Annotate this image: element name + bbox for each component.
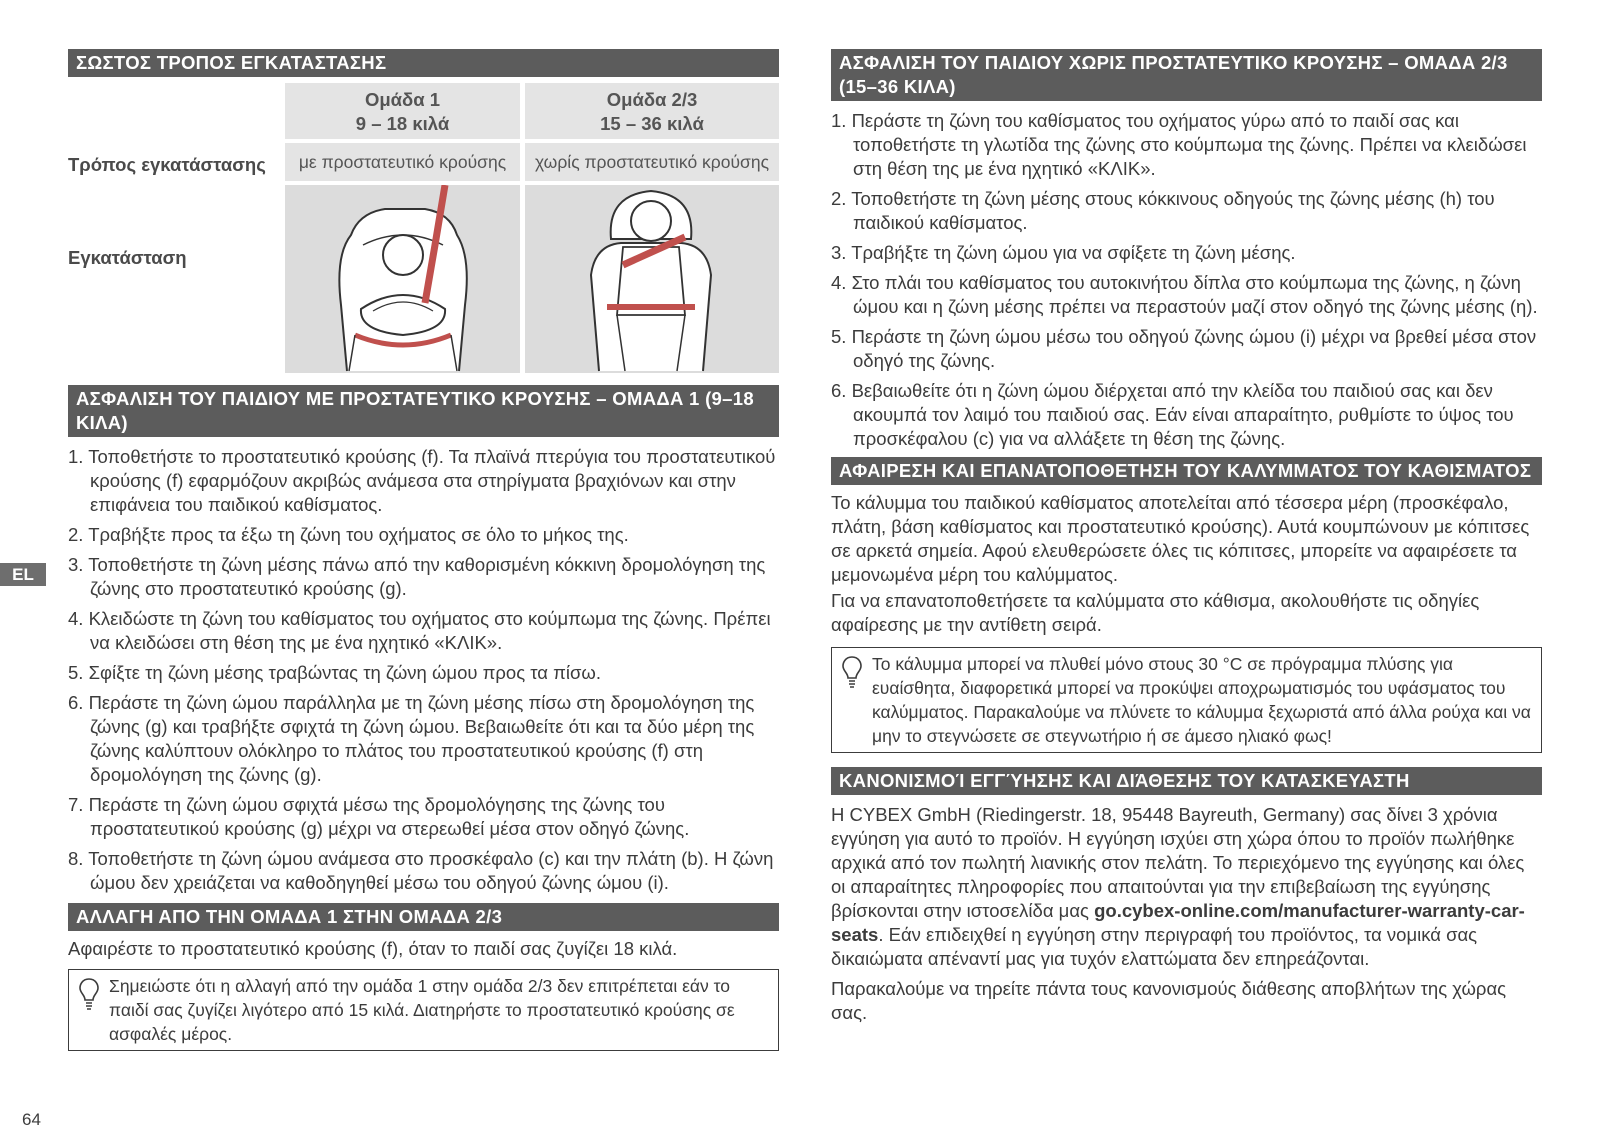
change-text: Αφαιρέστε το προστατευτικό κρούσης (f), όταν το παιδί σας ζυγίζει 18 κιλά. (68, 938, 678, 959)
group1-header: ΑΣΦΑΛΙΣΗ ΤΟΥ ΠΑΙΔΙΟΥ ΜΕ ΠΡΟΣΤΑΤΕΥΤΙΚΟ ΚΡΟΥΣΗΣ – ΟΜΑΔΑ 1 (9–18 ΚΙΛΑ) (68, 385, 779, 437)
method-group23: χωρίς προστατευτικό κρούσης (525, 143, 779, 181)
group23-steps (831, 109, 1542, 451)
page-number: 64 (22, 1110, 41, 1129)
group23-header: ΑΣΦΑΛΙΣΗ ΤΟΥ ΠΑΙΔΙΟΥ ΧΩΡΙΣ ΠΡΟΣΤΑΤΕΥΤΙΚΟ ΚΡΟΥΣΗΣ – ΟΜΑΔΑ 2/3 (15–36 ΚΙΛΑ) (831, 49, 1542, 101)
list-item: 2. Τραβήξτε προς τα έξω τη ζώνη του οχήματος σε όλο το μήκος της. (68, 524, 629, 545)
lightbulb-icon (77, 976, 101, 1012)
right-column (831, 49, 1542, 1025)
list-item: 5. Σφίξτε τη ζώνη μέσης τραβώντας τη ζώνη ώμου προς τα πίσω. (68, 662, 602, 683)
group23-weight: 15 – 36 κιλά (600, 113, 704, 134)
warranty-text-end: . Εάν επιδειχθεί η εγγύηση στην περιγραφή του προϊόντος, τα νομικά σας δικαιώματα απέναντί μας για τυχόν ελαττώματα δεν επηρεάζονται. (831, 924, 1478, 969)
list-item: 4. Στο πλάι του καθίσματος του αυτοκινήτου δίπλα στο κούμπωμα της ζώνης, η ζώνη ώμου και η ζώνη μέσης πρέπει να περαστούν μαζί στον οδηγό της ζώνης μέσης (η). (831, 272, 1538, 317)
change-note (68, 969, 779, 1051)
warranty-text (831, 803, 1542, 971)
lightbulb-icon (840, 654, 864, 690)
change-note-text: Σημειώστε ότι η αλλαγή από την ομάδα 1 στην ομάδα 2/3 δεν επιτρέπεται εάν το παιδί σας ζυγίζει λιγότερο από 15 κιλά. Διατηρήστε το προστατευτικό κρούσης σε ασφαλές μέρος. (109, 976, 735, 1044)
list-item: 1. Περάστε τη ζώνη του καθίσματος του οχήματος γύρω από το παιδί σας και τοποθετήστε τη γλωτίδα της ζώνης στο κούμπωμα της ζώνης. Πρέπει να κλειδώσει στη θέση της με ένα ηχητικό «ΚΛΙΚ». (831, 110, 1527, 179)
disposal-text: Παρακαλούμε να τηρείτε πάντα τους κανονισμούς διάθεσης αποβλήτων της χώρας σας. (831, 978, 1507, 1023)
list-item: 5. Περάστε τη ζώνη ώμου μέσω του οδηγού ζώνης ώμου (i) μέχρι να βρεθεί μέσα στον οδηγό της ζώνης. (831, 326, 1537, 371)
list-item: 3. Τραβήξτε τη ζώνη ώμου για να σφίξετε τη ζώνη μέσης. (831, 242, 1296, 263)
install-header: ΣΩΣΤΟΣ ΤΡΟΠΟΣ ΕΓΚΑΤΑΣΤΑΣΗΣ (68, 49, 779, 77)
cover-paragraph-2: Για να επανατοποθετήσετε τα καλύμματα στο κάθισμα, ακολουθήστε τις οδηγίες αφαίρεσης με την αντίθετη σειρά. (831, 590, 1480, 635)
list-item: 4. Κλειδώστε τη ζώνη του καθίσματος του οχήματος στο κούμπωμα της ζώνης. Πρέπει να κλειδώσει στη θέση της με ένα ηχητικό «ΚΛΙΚ». (68, 608, 771, 653)
group1-install-illustration (285, 185, 520, 373)
list-item: 1. Τοποθετήστε το προστατευτικό κρούσης (f). Τα πλαϊνά πτερύγια του προστατευτικού κρούσης (f) εφαρμόζουν ακριβώς ανάμεσα στα στηρίγματα βραχιόνων και στην επιφάνεια του παιδικού καθίσματος. (68, 446, 776, 515)
cover-note-text: Το κάλυμμα μπορεί να πλυθεί μόνο στους 30 °C σε πρόγραμμα πλύσης για ευαίσθητα, διαφορετικά μπορεί να προκύψει αποχρωματισμός του υφάσματος του καλύμματος. Παρακαλούμε να πλύνετε το κάλυμμα ξεχωριστά από άλλα ρούχα και να μην το στεγνώσετε σε στεγνωτήριο ή σε άμεσο ηλιακό φως! (872, 654, 1531, 746)
row-label-method: Τρόπος εγκατάστασης (68, 154, 266, 175)
group1-title: Ομάδα 1 (364, 89, 441, 110)
warranty-text-start: Η CYBEX GmbH (Riedingerstr. 18, 95448 Bayreuth, Germany) σας δίνει 3 χρόνια εγγύηση για αυτό το προϊόν. Η εγγύηση ισχύει στη χώρα όπου το προϊόν πωλήθηκε αρχικά από τον πωλητή λιανικής στον πελάτη. Το περιεχόμενο της εγγύησης και όλες οι απαραίτητες πληροφορίες που απαιτούνται για την επιβεβαίωση της εγγύησης βρίσκονται στην ιστοσελίδα μας (831, 804, 1525, 921)
cover-note (831, 647, 1542, 753)
install-table (68, 77, 779, 371)
group23-title: Ομάδα 2/3 (606, 89, 698, 110)
group1-weight: 9 – 18 κιλά (355, 113, 450, 134)
list-item: 8. Τοποθετήστε τη ζώνη ώμου ανάμεσα στο προσκέφαλο (c) και την πλάτη (b). Η ζώνη ώμου δεν χρειάζεται να καθοδηγηθεί μέσω του οδηγού ζώνης ώμου (i). (68, 848, 774, 893)
group1-head (285, 83, 520, 139)
language-tab: EL (0, 563, 46, 586)
left-column (68, 49, 779, 1051)
change-header: ΑΛΛΑΓΗ ΑΠΟ ΤΗΝ ΟΜΑΔΑ 1 ΣΤΗΝ ΟΜΑΔΑ 2/3 (68, 903, 779, 931)
list-item: 3. Τοποθετήστε τη ζώνη μέσης πάνω από την καθορισμένη κόκκινη δρομολόγηση της ζώνης στο προστατευτικό κρούσης (g). (68, 554, 766, 599)
row-label-install: Εγκατάσταση (68, 247, 187, 268)
cover-header: ΑΦΑΙΡΕΣΗ ΚΑΙ ΕΠΑΝΑΤΟΠΟΘΕΤΗΣΗ ΤΟΥ ΚΑΛΥΜΜΑΤΟΣ ΤΟΥ ΚΑΘΙΣΜΑΤΟΣ (831, 457, 1542, 485)
list-item: 6. Βεβαιωθείτε ότι η ζώνη ώμου διέρχεται από την κλείδα του παιδιού σας και δεν ακουμπά τον λαιμό του παιδιού σας. Εάν είναι απαραίτητο, ρυθμίστε το ύψος του προσκέφαλου (c) για να αλλάξετε τη θέση της ζώνης. (831, 380, 1514, 449)
list-item: 7. Περάστε τη ζώνη ώμου σφιχτά μέσω της δρομολόγησης της ζώνης του προστατευτικού κρούσης (g) μέχρι να στερεωθεί μέσα στον οδηγό ζώνης. (68, 794, 690, 839)
cover-paragraph-1: Το κάλυμμα του παιδικού καθίσματος αποτελείται από τέσσερα μέρη (προσκέφαλο, πλάτη, βάση καθίσματος και προστατευτικό κρούσης). Αυτά κουμπώνουν με κόπιτσες σε αρκετά σημεία. Αφού ελευθερώσετε όλες τις κόπιτσες, μπορείτε να αφαιρέσετε τα μεμονωμένα μέρη του καλύμματος. (831, 492, 1530, 585)
warranty-link[interactable]: go.cybex-online.com/manufacturer-warranty-car-seats (831, 900, 1525, 945)
list-item: 2. Τοποθετήστε τη ζώνη μέσης στους κόκκινους οδηγούς της ζώνης μέσης (h) του παιδικού καθίσματος. (831, 188, 1495, 233)
group23-install-illustration (525, 185, 779, 373)
method-group1: με προστατευτικό κρούσης (285, 143, 520, 181)
list-item: 6. Περάστε τη ζώνη ώμου παράλληλα με τη ζώνη μέσης πίσω στη δρομολόγηση της ζώνης (g) και τραβήξτε σφιχτά τη ζώνη ώμου. Βεβαιωθείτε ότι και τα δύο μέρη της ζώνης καλύπτουν ολόκληρο το πλάτος του προστατευτικού κρούσης (f) στη δρομολόγηση της ζώνης (g). (68, 692, 755, 785)
warranty-header: ΚΑΝΟΝΙΣΜΟΊ ΕΓΓΎΗΣΗΣ ΚΑΙ ΔΙΆΘΕΣΗΣ ΤΟΥ ΚΑΤΑΣΚΕΥΑΣΤΗ (831, 767, 1542, 795)
group1-steps (68, 445, 779, 895)
group23-head (525, 83, 779, 139)
